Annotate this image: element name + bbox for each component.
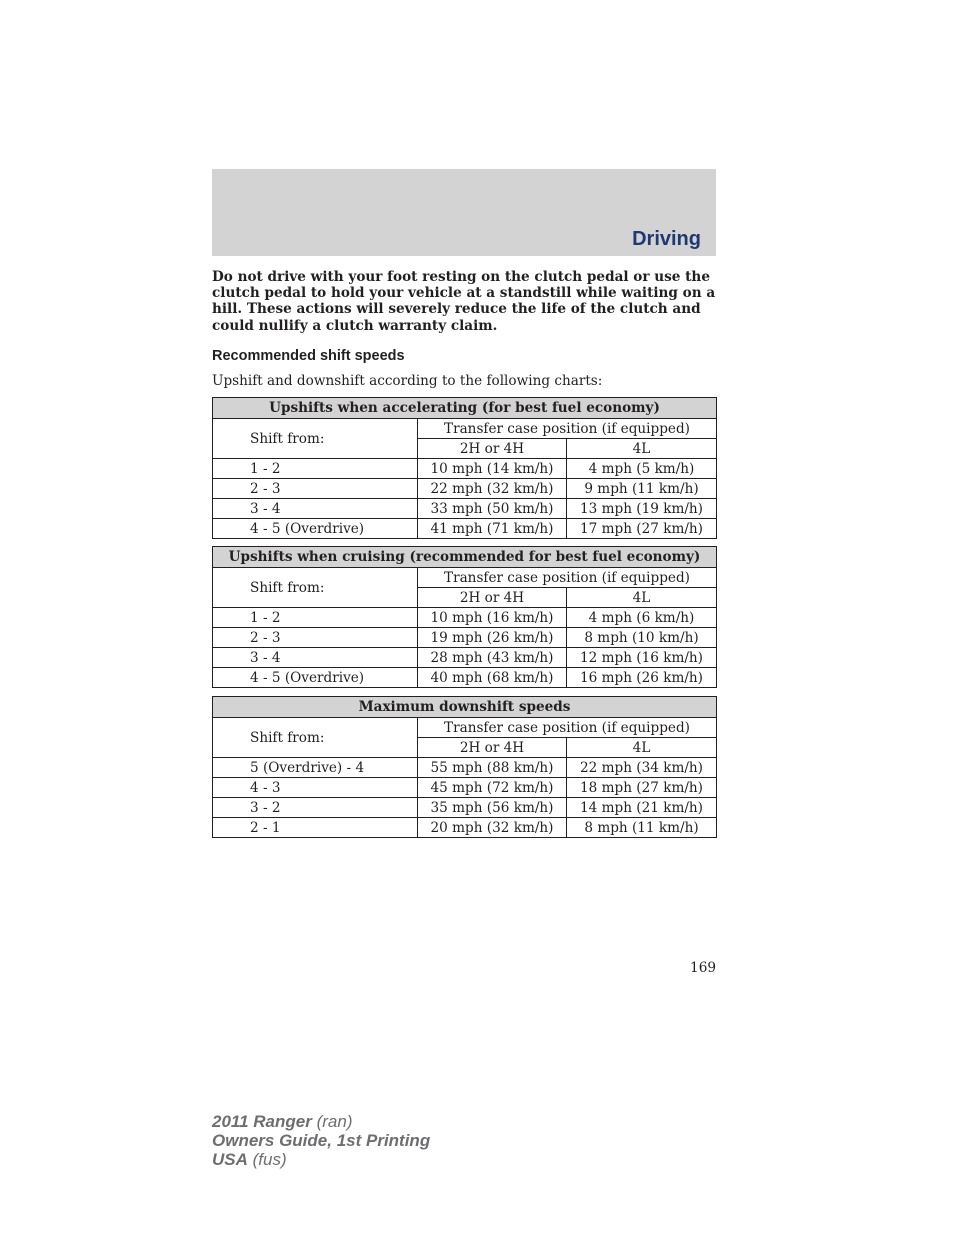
transfer-case-header: Transfer case position (if equipped) [418, 419, 717, 439]
warning-paragraph: Do not drive with your foot resting on the clutch pedal or use the clutch pedal to hold your vehicle at a standstill while waiting on a hill. These actions will severely reduce the life of the clutch and could nullify a clutch warranty claim. [212, 269, 716, 334]
table-row [213, 519, 717, 539]
col-4l-header: 4L [567, 439, 717, 459]
shift-gear-cell: 4 - 5 (Overdrive) [213, 519, 418, 539]
speed-2h-4h-cell: 28 mph (43 km/h) [418, 648, 567, 668]
shift-from-header: Shift from: [213, 568, 418, 608]
chapter-title: Driving [632, 228, 701, 250]
shift-gear-cell: 2 - 1 [213, 818, 418, 838]
shift-from-header: Shift from: [213, 419, 418, 459]
shift-gear-cell: 3 - 4 [213, 499, 418, 519]
speed-2h-4h-cell: 10 mph (14 km/h) [418, 459, 567, 479]
table-row [213, 778, 717, 798]
shift-gear-cell: 1 - 2 [213, 459, 418, 479]
footer-market: USA [212, 1150, 248, 1169]
table-row [213, 608, 717, 628]
page-number: 169 [690, 960, 716, 976]
maximum-downshift-table [212, 696, 717, 838]
shift-gear-cell: 4 - 3 [213, 778, 418, 798]
speed-2h-4h-cell: 41 mph (71 km/h) [418, 519, 567, 539]
chapter-header-band [212, 169, 716, 256]
speed-4l-cell: 14 mph (21 km/h) [567, 798, 717, 818]
col-2h-4h-header: 2H or 4H [418, 439, 567, 459]
footer-line-2 [212, 1131, 430, 1150]
speed-2h-4h-cell: 22 mph (32 km/h) [418, 479, 567, 499]
footer-line-1 [212, 1112, 430, 1131]
speed-4l-cell: 4 mph (6 km/h) [567, 608, 717, 628]
speed-2h-4h-cell: 20 mph (32 km/h) [418, 818, 567, 838]
table-row [213, 648, 717, 668]
shift-from-header: Shift from: [213, 718, 418, 758]
speed-2h-4h-cell: 35 mph (56 km/h) [418, 798, 567, 818]
speed-2h-4h-cell: 40 mph (68 km/h) [418, 668, 567, 688]
speed-2h-4h-cell: 33 mph (50 km/h) [418, 499, 567, 519]
col-4l-header: 4L [567, 588, 717, 608]
table-caption: Upshifts when cruising (recommended for best fuel economy) [213, 547, 717, 568]
shift-gear-cell: 2 - 3 [213, 628, 418, 648]
shift-gear-cell: 4 - 5 (Overdrive) [213, 668, 418, 688]
speed-4l-cell: 17 mph (27 km/h) [567, 519, 717, 539]
speed-4l-cell: 8 mph (11 km/h) [567, 818, 717, 838]
document-footer [212, 1112, 430, 1169]
table-row [213, 459, 717, 479]
upshift-cruising-table [212, 546, 717, 688]
shift-gear-cell: 3 - 2 [213, 798, 418, 818]
col-4l-header: 4L [567, 738, 717, 758]
table-row [213, 758, 717, 778]
transfer-case-header: Transfer case position (if equipped) [418, 568, 717, 588]
table-row [213, 818, 717, 838]
speed-4l-cell: 4 mph (5 km/h) [567, 459, 717, 479]
speed-4l-cell: 9 mph (11 km/h) [567, 479, 717, 499]
speed-4l-cell: 12 mph (16 km/h) [567, 648, 717, 668]
col-2h-4h-header: 2H or 4H [418, 588, 567, 608]
speed-4l-cell: 18 mph (27 km/h) [567, 778, 717, 798]
table-row [213, 668, 717, 688]
footer-model-code: (ran) [316, 1112, 353, 1131]
speed-2h-4h-cell: 55 mph (88 km/h) [418, 758, 567, 778]
table-row [213, 628, 717, 648]
speed-2h-4h-cell: 19 mph (26 km/h) [418, 628, 567, 648]
intro-text: Upshift and downshift according to the following charts: [212, 373, 603, 389]
speed-4l-cell: 13 mph (19 km/h) [567, 499, 717, 519]
speed-4l-cell: 16 mph (26 km/h) [567, 668, 717, 688]
speed-2h-4h-cell: 10 mph (16 km/h) [418, 608, 567, 628]
shift-gear-cell: 3 - 4 [213, 648, 418, 668]
shift-gear-cell: 2 - 3 [213, 479, 418, 499]
footer-guide: Owners Guide, 1st Printing [212, 1131, 431, 1150]
speed-4l-cell: 8 mph (10 km/h) [567, 628, 717, 648]
upshift-accelerating-table [212, 397, 717, 539]
footer-model: 2011 Ranger [212, 1112, 312, 1131]
section-title: Recommended shift speeds [212, 348, 405, 364]
footer-market-code: (fus) [252, 1150, 287, 1169]
table-caption: Maximum downshift speeds [213, 697, 717, 718]
shift-gear-cell: 5 (Overdrive) - 4 [213, 758, 418, 778]
table-row [213, 798, 717, 818]
col-2h-4h-header: 2H or 4H [418, 738, 567, 758]
table-row [213, 499, 717, 519]
footer-line-3 [212, 1150, 430, 1169]
speed-4l-cell: 22 mph (34 km/h) [567, 758, 717, 778]
speed-2h-4h-cell: 45 mph (72 km/h) [418, 778, 567, 798]
transfer-case-header: Transfer case position (if equipped) [418, 718, 717, 738]
table-row [213, 479, 717, 499]
shift-gear-cell: 1 - 2 [213, 608, 418, 628]
table-caption: Upshifts when accelerating (for best fuel economy) [213, 398, 717, 419]
